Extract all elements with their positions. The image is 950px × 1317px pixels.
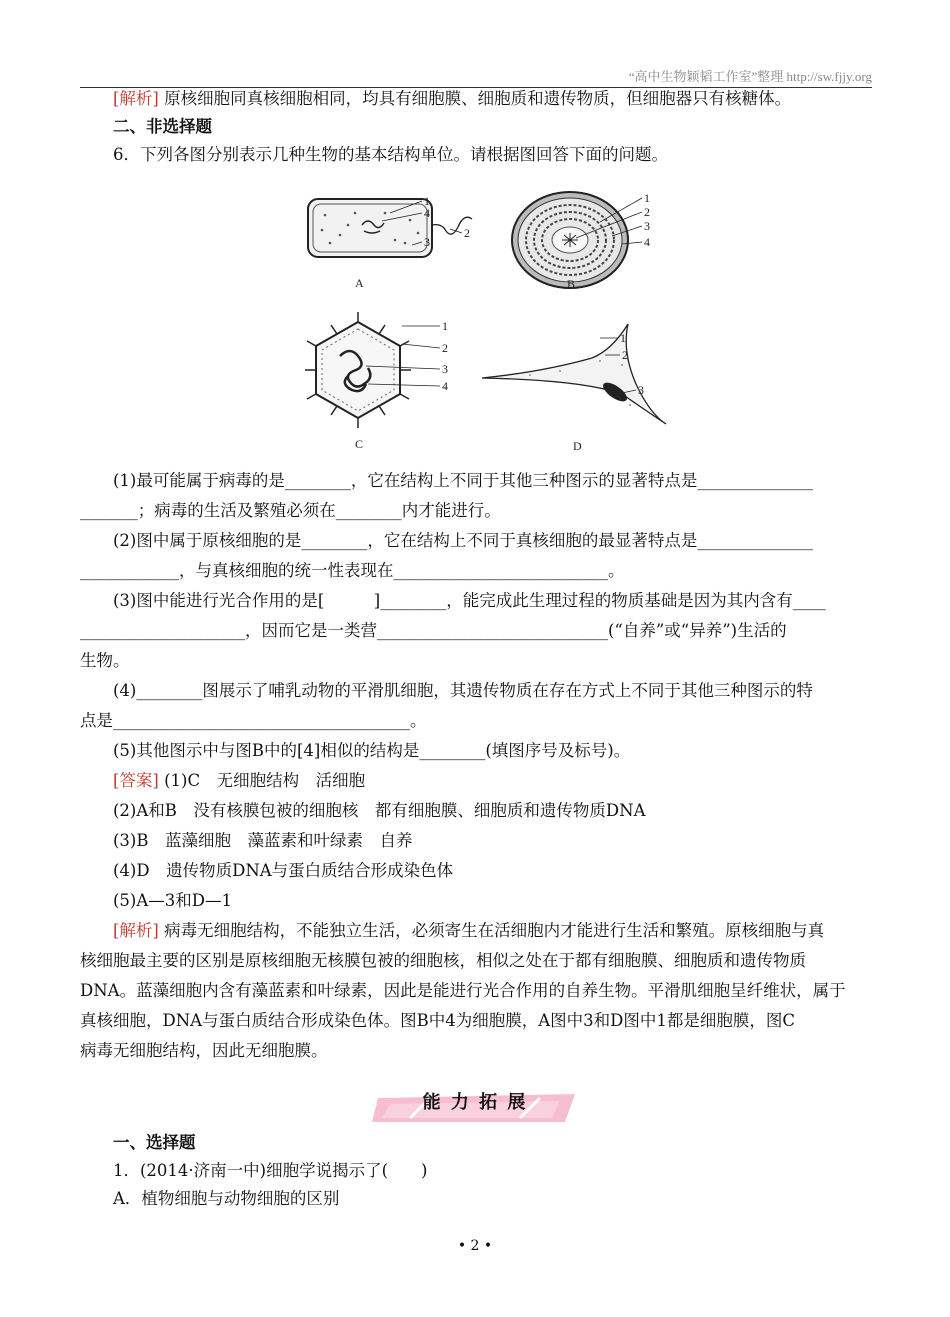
figure-c: [305, 312, 448, 451]
fig-d-caption: D: [573, 439, 582, 453]
page-header: “高中生物颖韬工作室”整理 http://sw.fjjy.org: [80, 66, 872, 88]
explanation-line-1: [80, 920, 872, 942]
fig-c-label-4: 4: [442, 379, 448, 393]
question-6-3c: 生物。: [80, 651, 130, 670]
fig-a-caption: A: [355, 276, 364, 290]
answer-tag: [答案]: [113, 771, 159, 790]
question-6-3b: ____________________，因而它是一类营____________________________(“自养”或“异养”)生活的: [80, 621, 787, 640]
question-6-1a: (1)最可能属于病毒的是________，它在结构上不同于其他三种图示的显著特点是______________: [113, 471, 813, 490]
question-6-4a: (4)________图展示了哺乳动物的平滑肌细胞，其遗传物质在存在方式上不同于其他三种图示的特: [113, 681, 813, 700]
fig-b-label-1: 1: [644, 191, 650, 205]
fig-c-label-2: 2: [442, 341, 448, 355]
answer-4: (4)D 遗传物质DNA与蛋白质结合形成染色体: [113, 861, 454, 880]
fig-c-caption: C: [355, 437, 364, 451]
fig-a-label-1: 1: [424, 194, 430, 208]
explanation-2: 核细胞最主要的区别是原核细胞无核膜包被的细胞核，相似之处在于都有细胞膜、细胞质和遗传物质: [80, 951, 806, 970]
section-heading-choice: 一、选择题: [113, 1133, 196, 1152]
mc-question-1: 1．(2014·济南一中)细胞学说揭示了( ): [113, 1161, 428, 1180]
mc-option-a: A．植物细胞与动物细胞的区别: [113, 1189, 340, 1208]
question-6: 6．下列各图分别表示几种生物的基本结构单位。请根据图回答下面的问题。: [113, 145, 668, 164]
fig-b-label-3: 3: [644, 219, 650, 233]
explanation-3: DNA。蓝藻细胞内含有藻蓝素和叶绿素，因此是能进行光合作用的自养生物。平滑肌细胞呈纤维状，属于: [80, 981, 846, 1000]
answer-3: (3)B 蓝藻细胞 藻蓝素和叶绿素 自养: [113, 831, 413, 850]
fig-d-label-3: 3: [638, 383, 644, 397]
answer-line-1: [80, 770, 872, 792]
figure-a: [308, 194, 472, 290]
explanation-5: 病毒无细胞结构，因此无细胞膜。: [80, 1041, 328, 1060]
cell-diagrams: [300, 185, 680, 460]
fig-d-label-1: 1: [620, 331, 626, 345]
explanation-4: 真核细胞，DNA与蛋白质结合形成染色体。图B中4为细胞膜，A图中3和D图中1都是细胞膜，图C: [80, 1011, 795, 1030]
fig-b-label-4: 4: [644, 235, 650, 249]
analysis-tag: [解析]: [113, 89, 159, 108]
section-heading-non-choice: 二、非选择题: [113, 117, 212, 136]
fig-c-label-3: 3: [442, 362, 448, 376]
analysis-line: [80, 88, 872, 110]
fig-c-label-1: 1: [442, 319, 448, 333]
answer-1: (1)C 无细胞结构 活细胞: [164, 771, 366, 790]
fig-a-label-4: 4: [424, 206, 430, 220]
fig-b-label-2: 2: [644, 205, 650, 219]
question-6-2b: ____________，与真核细胞的统一性表现在__________________________。: [80, 561, 625, 580]
fig-b-caption: B: [567, 277, 576, 291]
question-6-4b: 点是____________________________________。: [80, 711, 427, 730]
ability-banner-title: 能 力 拓 展: [422, 1092, 528, 1113]
fig-a-label-2: 2: [464, 226, 470, 240]
page-number: • 2 •: [457, 1238, 493, 1254]
figure-b: [512, 191, 650, 291]
question-6-5: (5)其他图示中与图B中的[4]相似的结构是________(填图序号及标号)。: [113, 741, 631, 760]
question-6-1b: _______；病毒的生活及繁殖必须在________内才能进行。: [80, 501, 501, 520]
analysis-text: 原核细胞同真核细胞相同，均具有细胞膜、细胞质和遗传物质，但细胞器只有核糖体。: [164, 89, 792, 108]
fig-d-label-2: 2: [622, 348, 628, 362]
fig-a-label-3: 3: [424, 235, 430, 249]
question-6-2a: (2)图中属于原核细胞的是________，它在结构上不同于真核细胞的最显著特点是______________: [113, 531, 813, 550]
answer-5: (5)A—3和D—1: [113, 891, 233, 910]
explanation-tag: [解析]: [113, 921, 159, 940]
explanation-1: 病毒无细胞结构，不能独立生活，必须寄生在活细胞内才能进行生活和繁殖。原核细胞与真: [164, 921, 825, 940]
question-6-3a: (3)图中能进行光合作用的是[ ]________，能完成此生理过程的物质基础是因为其内含有____: [113, 591, 826, 610]
answer-2: (2)A和B 没有核膜包被的细胞核 都有细胞膜、细胞质和遗传物质DNA: [113, 801, 646, 820]
figure-d: [482, 324, 666, 453]
